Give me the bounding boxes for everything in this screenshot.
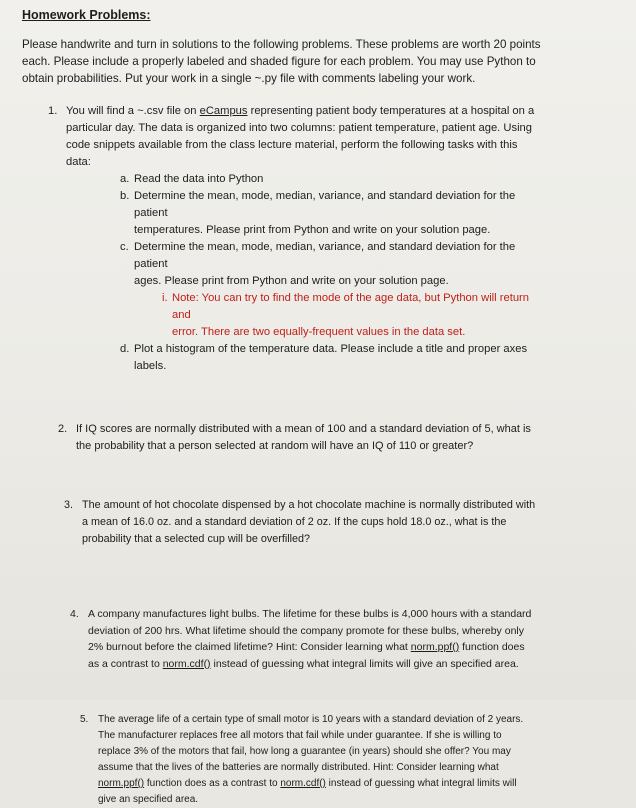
subtask-c <box>120 239 538 290</box>
norm-ppf-link: norm.ppf() <box>410 641 460 653</box>
problem-text-part: A company manufactures light bulbs. The lifetime for these bulbs is 4,000 hours with a standard <box>88 608 532 620</box>
subtask-text: error. There are two equally-frequent values in the data set. <box>172 326 466 338</box>
subtask-text: Determine the mean, mode, median, variance, and standard deviation for the patient <box>134 190 516 219</box>
problem-number: 1. <box>48 105 58 117</box>
subtask-c-note <box>162 290 538 341</box>
intro-line: obtain probabilities. Put your work in a single ~.py file with comments labeling your work. <box>22 72 476 85</box>
problem-text-part: particular day. The data is organized into two columns: patient temperature, patient age. Using <box>66 122 532 134</box>
problem-text-part: a mean of 16.0 oz. and a standard deviation of 2 oz. If the cups hold 18.0 oz., what is the <box>82 516 507 528</box>
norm-cdf-link: norm.cdf() <box>280 778 326 789</box>
subtask-text: Note: You can try to find the mode of the age data, but Python will return and <box>172 292 529 321</box>
intro-line: Please handwrite and turn in solutions to the following problems. These problems are worth 20 points <box>22 38 541 51</box>
subtask-label: c. <box>120 241 129 253</box>
subtask-label: d. <box>120 343 130 355</box>
subtask-label: b. <box>120 190 130 202</box>
problem-text <box>98 712 558 808</box>
problem-text-part: as a contrast to <box>88 657 163 670</box>
problem-text-part: instead of guessing what integral limits will <box>325 778 517 789</box>
problem-5 <box>80 712 558 808</box>
problem-number: 2. <box>58 423 68 435</box>
problem-text-part: data: <box>66 156 91 168</box>
problem-2 <box>58 421 548 455</box>
problem-number: 3. <box>64 499 74 511</box>
problem-text-part: give an specified area. <box>98 794 199 805</box>
subtask-a <box>120 171 538 188</box>
subtask-b <box>120 188 538 239</box>
problem-text-part: replace 3% of the motors that fail, how long a guarantee (in years) should she offer? You may <box>98 746 511 757</box>
problem-list <box>22 103 614 808</box>
problem-text-part: probability that a selected cup will be overfilled? <box>82 533 311 545</box>
problem-text <box>82 497 556 548</box>
problem-4 <box>70 606 562 672</box>
problem-text-part: instead of guessing what integral limits will give an specified area. <box>210 657 519 670</box>
problem-1 <box>48 103 538 375</box>
problem-text-part: representing patient body temperatures at a hospital on a <box>247 105 535 117</box>
problem-text-part: assume that the lives of the batteries are normally distributed. Hint: Consider learning what <box>98 762 499 773</box>
subtask-text: Plot a histogram of the temperature data. Please include a title and proper axes labels. <box>134 343 528 372</box>
problem-text-part: code snippets available from the class lecture material, perform the following tasks with this <box>66 139 518 151</box>
ecampus-link[interactable]: eCampus <box>199 105 248 117</box>
problem-number: 4. <box>70 608 79 620</box>
subtask-label: a. <box>120 173 130 185</box>
problem-text-part: deviation of 200 hrs. What lifetime should the company promote for these bulbs, whereby only <box>88 624 524 637</box>
subtask-text: ages. Please print from Python and write on your solution page. <box>134 275 449 287</box>
problem-text-part: The amount of hot chocolate dispensed by a hot chocolate machine is normally distributed with <box>82 499 536 511</box>
subtask-text: temperatures. Please print from Python and write on your solution page. <box>134 224 491 236</box>
problem-text-part: function does as a contrast to <box>144 778 281 789</box>
problem-text-part: You will find a ~.csv file on <box>66 105 200 117</box>
problem-text <box>76 421 548 455</box>
subtask-d <box>120 341 538 375</box>
problem-text <box>66 103 538 171</box>
problem-text <box>88 606 562 672</box>
norm-ppf-link: norm.ppf() <box>98 778 145 789</box>
subtask-text: Determine the mean, mode, median, variance, and standard deviation for the patient <box>134 241 516 270</box>
problem-text-part: the probability that a person selected at random will have an IQ of 110 or greater? <box>76 440 474 452</box>
norm-cdf-link: norm.cdf() <box>162 657 211 670</box>
subtask-label: i. <box>162 292 168 304</box>
problem-text-part: The average life of a certain type of small motor is 10 years with a standard deviation of 2 years. <box>98 714 524 725</box>
problem-text-part: function does <box>459 641 525 653</box>
problem-text-part: If IQ scores are normally distributed with a mean of 100 and a standard deviation of 5, what is <box>76 423 531 435</box>
subtask-text: Read the data into Python <box>134 173 264 185</box>
problem-number: 5. <box>80 714 89 725</box>
intro-line: each. Please include a properly labeled and shaded figure for each problem. You may use Python to <box>22 55 536 68</box>
problem-text-part: The manufacturer replaces free all motors that fail while under guarantee. If she is willing to <box>98 730 502 741</box>
intro-paragraph <box>22 36 610 87</box>
page-title: Homework Problems: <box>22 8 151 22</box>
problem-3 <box>64 497 556 548</box>
problem-text-part: 2% burnout before the claimed lifetime? Hint: Consider learning what <box>88 641 411 653</box>
